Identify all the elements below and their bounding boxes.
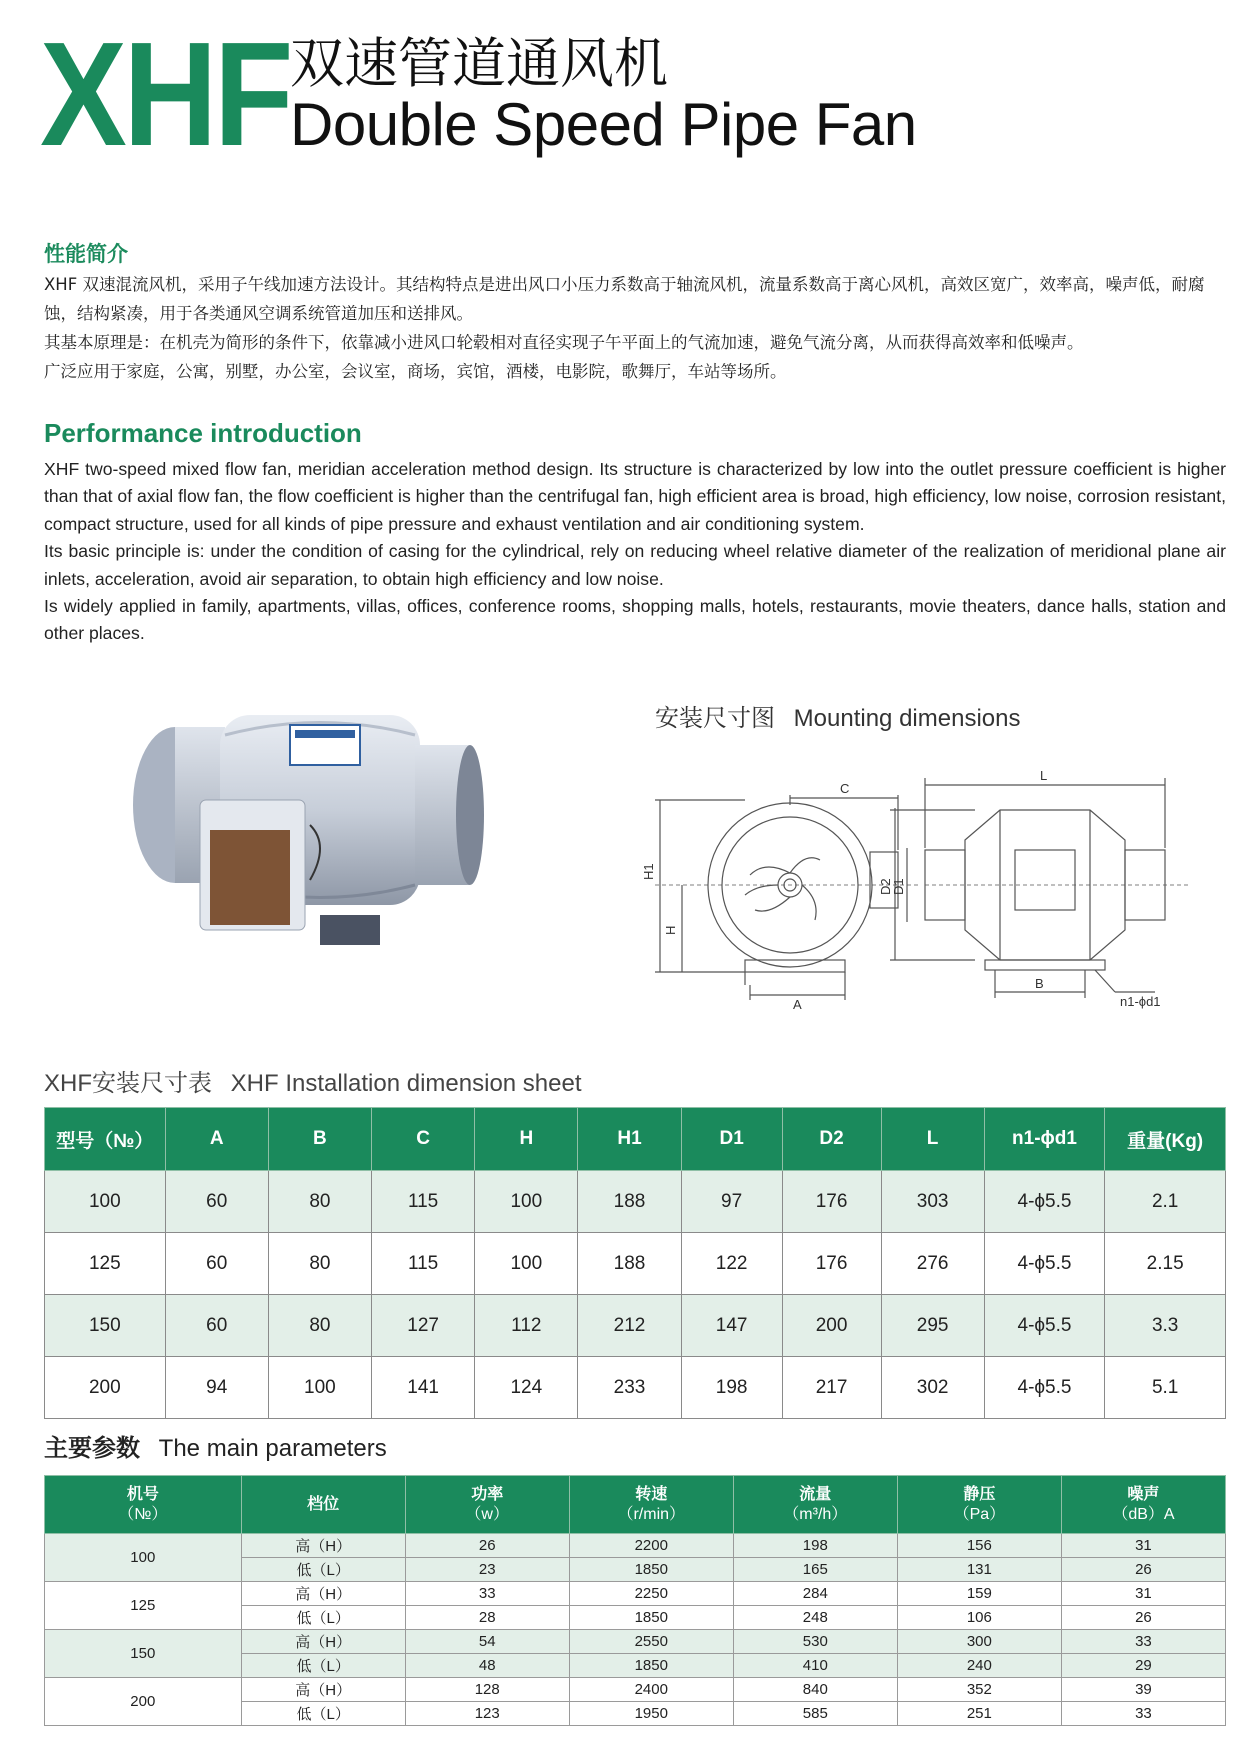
parameter-pressure-cell: 106 <box>897 1606 1061 1630</box>
main-parameters-title <box>44 1428 387 1463</box>
dimension-cell: 122 <box>681 1233 782 1295</box>
dimension-table-header <box>45 1108 1226 1171</box>
parameters-header-label: 档位 <box>307 1495 340 1513</box>
dimension-sheet-title-en: XHF Installation dimension sheet <box>230 1070 582 1097</box>
dimension-cell: 127 <box>372 1295 475 1357</box>
dimension-header-cell: 型号（№） <box>45 1108 166 1171</box>
brand-logo: XHF <box>40 12 290 177</box>
dimension-cell: 80 <box>268 1233 371 1295</box>
dim-label-c: C <box>840 781 850 796</box>
dimension-cell: 100 <box>268 1357 371 1419</box>
dimension-cell: 200 <box>782 1295 881 1357</box>
parameters-header-unit: （№） <box>118 1505 168 1523</box>
model-number-cell: 100 <box>45 1534 242 1582</box>
model-number-cell: 150 <box>45 1630 242 1678</box>
intro-en-paragraph: XHF two-speed mixed flow fan, meridian acceleration method design. Its structure is characterized by low into the outlet pressure coefficient is higher than that of axial flow fan, the flow coefficient is higher than the centrifugal fan, high efficient area is broad, high efficiency, low noise, corrosion resistant, compact structure, used for all kinds of pipe pressure and exhaust ventilation and air conditioning system. <box>44 459 1226 534</box>
parameters-header-unit: （dB）A <box>1112 1505 1175 1523</box>
parameter-speed-cell: 1950 <box>569 1702 733 1726</box>
parameter-noise-cell: 39 <box>1061 1678 1225 1702</box>
intro-cn-paragraph: XHF 双速混流风机，采用子午线加速方法设计。其结构特点是进出风口小压力系数高于轴流风机，流量系数高于离心风机，高效区宽广，效率高，噪声低，耐腐蚀，结构紧凑，用于各类通风空调系统管道加压和送排风。 <box>44 275 1205 323</box>
parameter-noise-cell: 26 <box>1061 1558 1225 1582</box>
parameter-noise-cell: 33 <box>1061 1702 1225 1726</box>
intro-text-en <box>44 456 1226 648</box>
parameters-header-unit: （w） <box>465 1505 509 1523</box>
main-parameters-title-en: The main parameters <box>158 1435 387 1462</box>
dimension-cell: 60 <box>165 1171 268 1233</box>
parameter-pressure-cell: 300 <box>897 1630 1061 1654</box>
parameter-gear-cell: 高（H） <box>241 1678 405 1702</box>
dimension-header-cell: 重量(Kg) <box>1105 1108 1226 1171</box>
parameter-flow-cell: 840 <box>733 1678 897 1702</box>
dimension-cell: 150 <box>45 1295 166 1357</box>
mounting-title <box>655 698 1020 733</box>
parameters-header-unit: （m³/h） <box>783 1505 848 1523</box>
parameter-gear-cell: 低（L） <box>241 1702 405 1726</box>
dim-label-l: L <box>1040 768 1048 783</box>
parameters-header-label: 功率 <box>471 1485 504 1503</box>
dim-label-h1: H1 <box>641 863 656 880</box>
dimension-cell: 233 <box>578 1357 681 1419</box>
parameter-flow-cell: 585 <box>733 1702 897 1726</box>
dimension-cell: 115 <box>372 1233 475 1295</box>
dimension-cell: 60 <box>165 1295 268 1357</box>
dimension-cell: 303 <box>881 1171 984 1233</box>
parameters-row <box>45 1630 1226 1654</box>
parameter-speed-cell: 2550 <box>569 1630 733 1654</box>
parameter-gear-cell: 低（L） <box>241 1654 405 1678</box>
dimension-row <box>45 1233 1226 1295</box>
dimension-cell: 295 <box>881 1295 984 1357</box>
intro-heading-cn: 性能简介 <box>44 243 128 266</box>
dimension-cell: 94 <box>165 1357 268 1419</box>
dim-label-h: H <box>663 925 678 935</box>
mounting-dimensions-drawing <box>641 760 1225 1012</box>
dimension-cell: 97 <box>681 1171 782 1233</box>
dimension-cell: 188 <box>578 1233 681 1295</box>
parameters-table-header <box>45 1476 1226 1534</box>
parameters-header-cell <box>569 1476 733 1534</box>
parameter-power-cell: 48 <box>405 1654 569 1678</box>
dimension-header-cell: D1 <box>681 1108 782 1171</box>
parameter-speed-cell: 2250 <box>569 1582 733 1606</box>
dimension-cell: 112 <box>475 1295 578 1357</box>
parameter-power-cell: 128 <box>405 1678 569 1702</box>
dimension-cell: 3.3 <box>1105 1295 1226 1357</box>
parameter-power-cell: 23 <box>405 1558 569 1582</box>
parameter-power-cell: 28 <box>405 1606 569 1630</box>
parameter-speed-cell: 1850 <box>569 1654 733 1678</box>
dimension-cell: 212 <box>578 1295 681 1357</box>
main-parameters-title-cn: 主要参数 <box>44 1434 140 1462</box>
parameter-gear-cell: 高（H） <box>241 1582 405 1606</box>
dimension-cell: 188 <box>578 1171 681 1233</box>
parameter-noise-cell: 26 <box>1061 1606 1225 1630</box>
parameter-noise-cell: 29 <box>1061 1654 1225 1678</box>
dimension-cell: 176 <box>782 1171 881 1233</box>
dimension-header-cell: B <box>268 1108 371 1171</box>
parameters-header-unit: （r/min） <box>617 1505 686 1523</box>
dimension-cell: 4-ϕ5.5 <box>984 1171 1105 1233</box>
parameter-pressure-cell: 352 <box>897 1678 1061 1702</box>
dimension-sheet-title <box>44 1063 582 1098</box>
parameters-header-cell <box>733 1476 897 1534</box>
parameters-table-body <box>45 1534 1226 1726</box>
dimension-cell: 302 <box>881 1357 984 1419</box>
parameter-pressure-cell: 131 <box>897 1558 1061 1582</box>
dimension-header-cell: n1-ϕd1 <box>984 1108 1105 1171</box>
parameters-row <box>45 1582 1226 1606</box>
parameters-header-label: 噪声 <box>1127 1485 1160 1503</box>
parameters-header-cell <box>45 1476 242 1534</box>
dimension-cell: 198 <box>681 1357 782 1419</box>
dimension-cell: 141 <box>372 1357 475 1419</box>
parameter-flow-cell: 284 <box>733 1582 897 1606</box>
parameters-header-cell <box>1061 1476 1225 1534</box>
parameter-pressure-cell: 159 <box>897 1582 1061 1606</box>
dimension-cell: 4-ϕ5.5 <box>984 1233 1105 1295</box>
intro-text-cn <box>44 270 1224 386</box>
parameter-noise-cell: 33 <box>1061 1630 1225 1654</box>
mounting-title-en: Mounting dimensions <box>793 705 1021 732</box>
dim-label-b: B <box>1035 976 1044 991</box>
parameter-flow-cell: 248 <box>733 1606 897 1630</box>
dimension-sheet-title-cn: XHF安装尺寸表 <box>44 1070 212 1097</box>
parameters-header-label: 静压 <box>963 1485 996 1503</box>
parameter-gear-cell: 低（L） <box>241 1558 405 1582</box>
dimension-cell: 100 <box>45 1171 166 1233</box>
parameter-gear-cell: 高（H） <box>241 1534 405 1558</box>
parameter-flow-cell: 165 <box>733 1558 897 1582</box>
dimension-row <box>45 1295 1226 1357</box>
dimension-cell: 276 <box>881 1233 984 1295</box>
dim-label-n1d1: n1-ϕd1 <box>1120 994 1161 1009</box>
parameter-speed-cell: 2400 <box>569 1678 733 1702</box>
parameters-header-unit: （Pa） <box>953 1505 1006 1523</box>
dimension-header-cell: C <box>372 1108 475 1171</box>
dimension-header-cell: L <box>881 1108 984 1171</box>
parameter-pressure-cell: 251 <box>897 1702 1061 1726</box>
intro-en-paragraph: Its basic principle is: under the condition of casing for the cylindrical, rely on reducing wheel relative diameter of the realization of meridional plane air inlets, acceleration, avoid air separation, to obtain high efficiency and low noise. <box>44 541 1226 589</box>
parameters-header-label: 机号 <box>126 1485 159 1503</box>
dimension-cell: 60 <box>165 1233 268 1295</box>
dimension-cell: 124 <box>475 1357 578 1419</box>
model-number-cell: 200 <box>45 1678 242 1726</box>
parameter-power-cell: 54 <box>405 1630 569 1654</box>
parameters-row <box>45 1678 1226 1702</box>
dim-label-d1: D1 <box>891 878 906 895</box>
dimension-header-cell: A <box>165 1108 268 1171</box>
parameter-pressure-cell: 240 <box>897 1654 1061 1678</box>
parameter-gear-cell: 高（H） <box>241 1630 405 1654</box>
dimension-cell: 80 <box>268 1171 371 1233</box>
parameter-noise-cell: 31 <box>1061 1534 1225 1558</box>
fan-product-photo <box>130 705 490 965</box>
dimension-cell: 5.1 <box>1105 1357 1226 1419</box>
dimension-cell: 125 <box>45 1233 166 1295</box>
dimension-cell: 2.1 <box>1105 1171 1226 1233</box>
dimension-header-cell: H <box>475 1108 578 1171</box>
parameter-flow-cell: 198 <box>733 1534 897 1558</box>
dimension-cell: 80 <box>268 1295 371 1357</box>
dimension-table <box>44 1107 1226 1419</box>
dimension-cell: 4-ϕ5.5 <box>984 1357 1105 1419</box>
intro-cn-paragraph: 其基本原理是：在机壳为简形的条件下，依靠减小进风口轮毂相对直径实现子午平面上的气流加速，避免气流分离，从而获得高效率和低噪声。 <box>44 333 1084 352</box>
dimension-cell: 4-ϕ5.5 <box>984 1295 1105 1357</box>
parameters-header-label: 转速 <box>635 1485 668 1503</box>
dimension-header-cell: H1 <box>578 1108 681 1171</box>
parameter-gear-cell: 低（L） <box>241 1606 405 1630</box>
parameters-header-cell <box>897 1476 1061 1534</box>
mounting-title-cn: 安装尺寸图 <box>655 705 775 732</box>
parameters-header-cell <box>241 1476 405 1534</box>
dimension-cell: 176 <box>782 1233 881 1295</box>
intro-heading-en: Performance introduction <box>44 418 362 448</box>
dimension-cell: 147 <box>681 1295 782 1357</box>
dimension-cell: 100 <box>475 1233 578 1295</box>
main-parameters-table <box>44 1475 1226 1726</box>
dim-label-a: A <box>793 997 802 1012</box>
intro-cn-paragraph: 广泛应用于家庭，公寓，别墅，办公室，会议室，商场，宾馆，酒楼，电影院，歌舞厅，车站等场所。 <box>44 362 787 381</box>
parameter-noise-cell: 31 <box>1061 1582 1225 1606</box>
parameter-pressure-cell: 156 <box>897 1534 1061 1558</box>
parameter-speed-cell: 1850 <box>569 1558 733 1582</box>
model-number-cell: 125 <box>45 1582 242 1630</box>
parameters-header-cell <box>405 1476 569 1534</box>
intro-en-paragraph: Is widely applied in family, apartments, villas, offices, conference rooms, shopping malls, hotels, restaurants, movie theaters, dance halls, station and other places. <box>44 596 1226 644</box>
dimension-cell: 115 <box>372 1171 475 1233</box>
parameter-power-cell: 26 <box>405 1534 569 1558</box>
parameter-power-cell: 123 <box>405 1702 569 1726</box>
dimension-cell: 200 <box>45 1357 166 1419</box>
dimension-cell: 217 <box>782 1357 881 1419</box>
parameter-speed-cell: 2200 <box>569 1534 733 1558</box>
dimension-cell: 100 <box>475 1171 578 1233</box>
dimension-header-cell: D2 <box>782 1108 881 1171</box>
parameter-speed-cell: 1850 <box>569 1606 733 1630</box>
dimension-row <box>45 1171 1226 1233</box>
title-english: Double Speed Pipe Fan <box>290 91 917 158</box>
parameter-flow-cell: 530 <box>733 1630 897 1654</box>
dimension-table-body <box>45 1171 1226 1419</box>
parameters-row <box>45 1534 1226 1558</box>
parameters-header-label: 流量 <box>799 1485 832 1503</box>
dimension-cell: 2.15 <box>1105 1233 1226 1295</box>
dimension-row <box>45 1357 1226 1419</box>
dim-label-d2: D2 <box>878 878 893 895</box>
title-chinese: 双速管道通风机 <box>290 32 668 95</box>
parameter-flow-cell: 410 <box>733 1654 897 1678</box>
parameter-power-cell: 33 <box>405 1582 569 1606</box>
